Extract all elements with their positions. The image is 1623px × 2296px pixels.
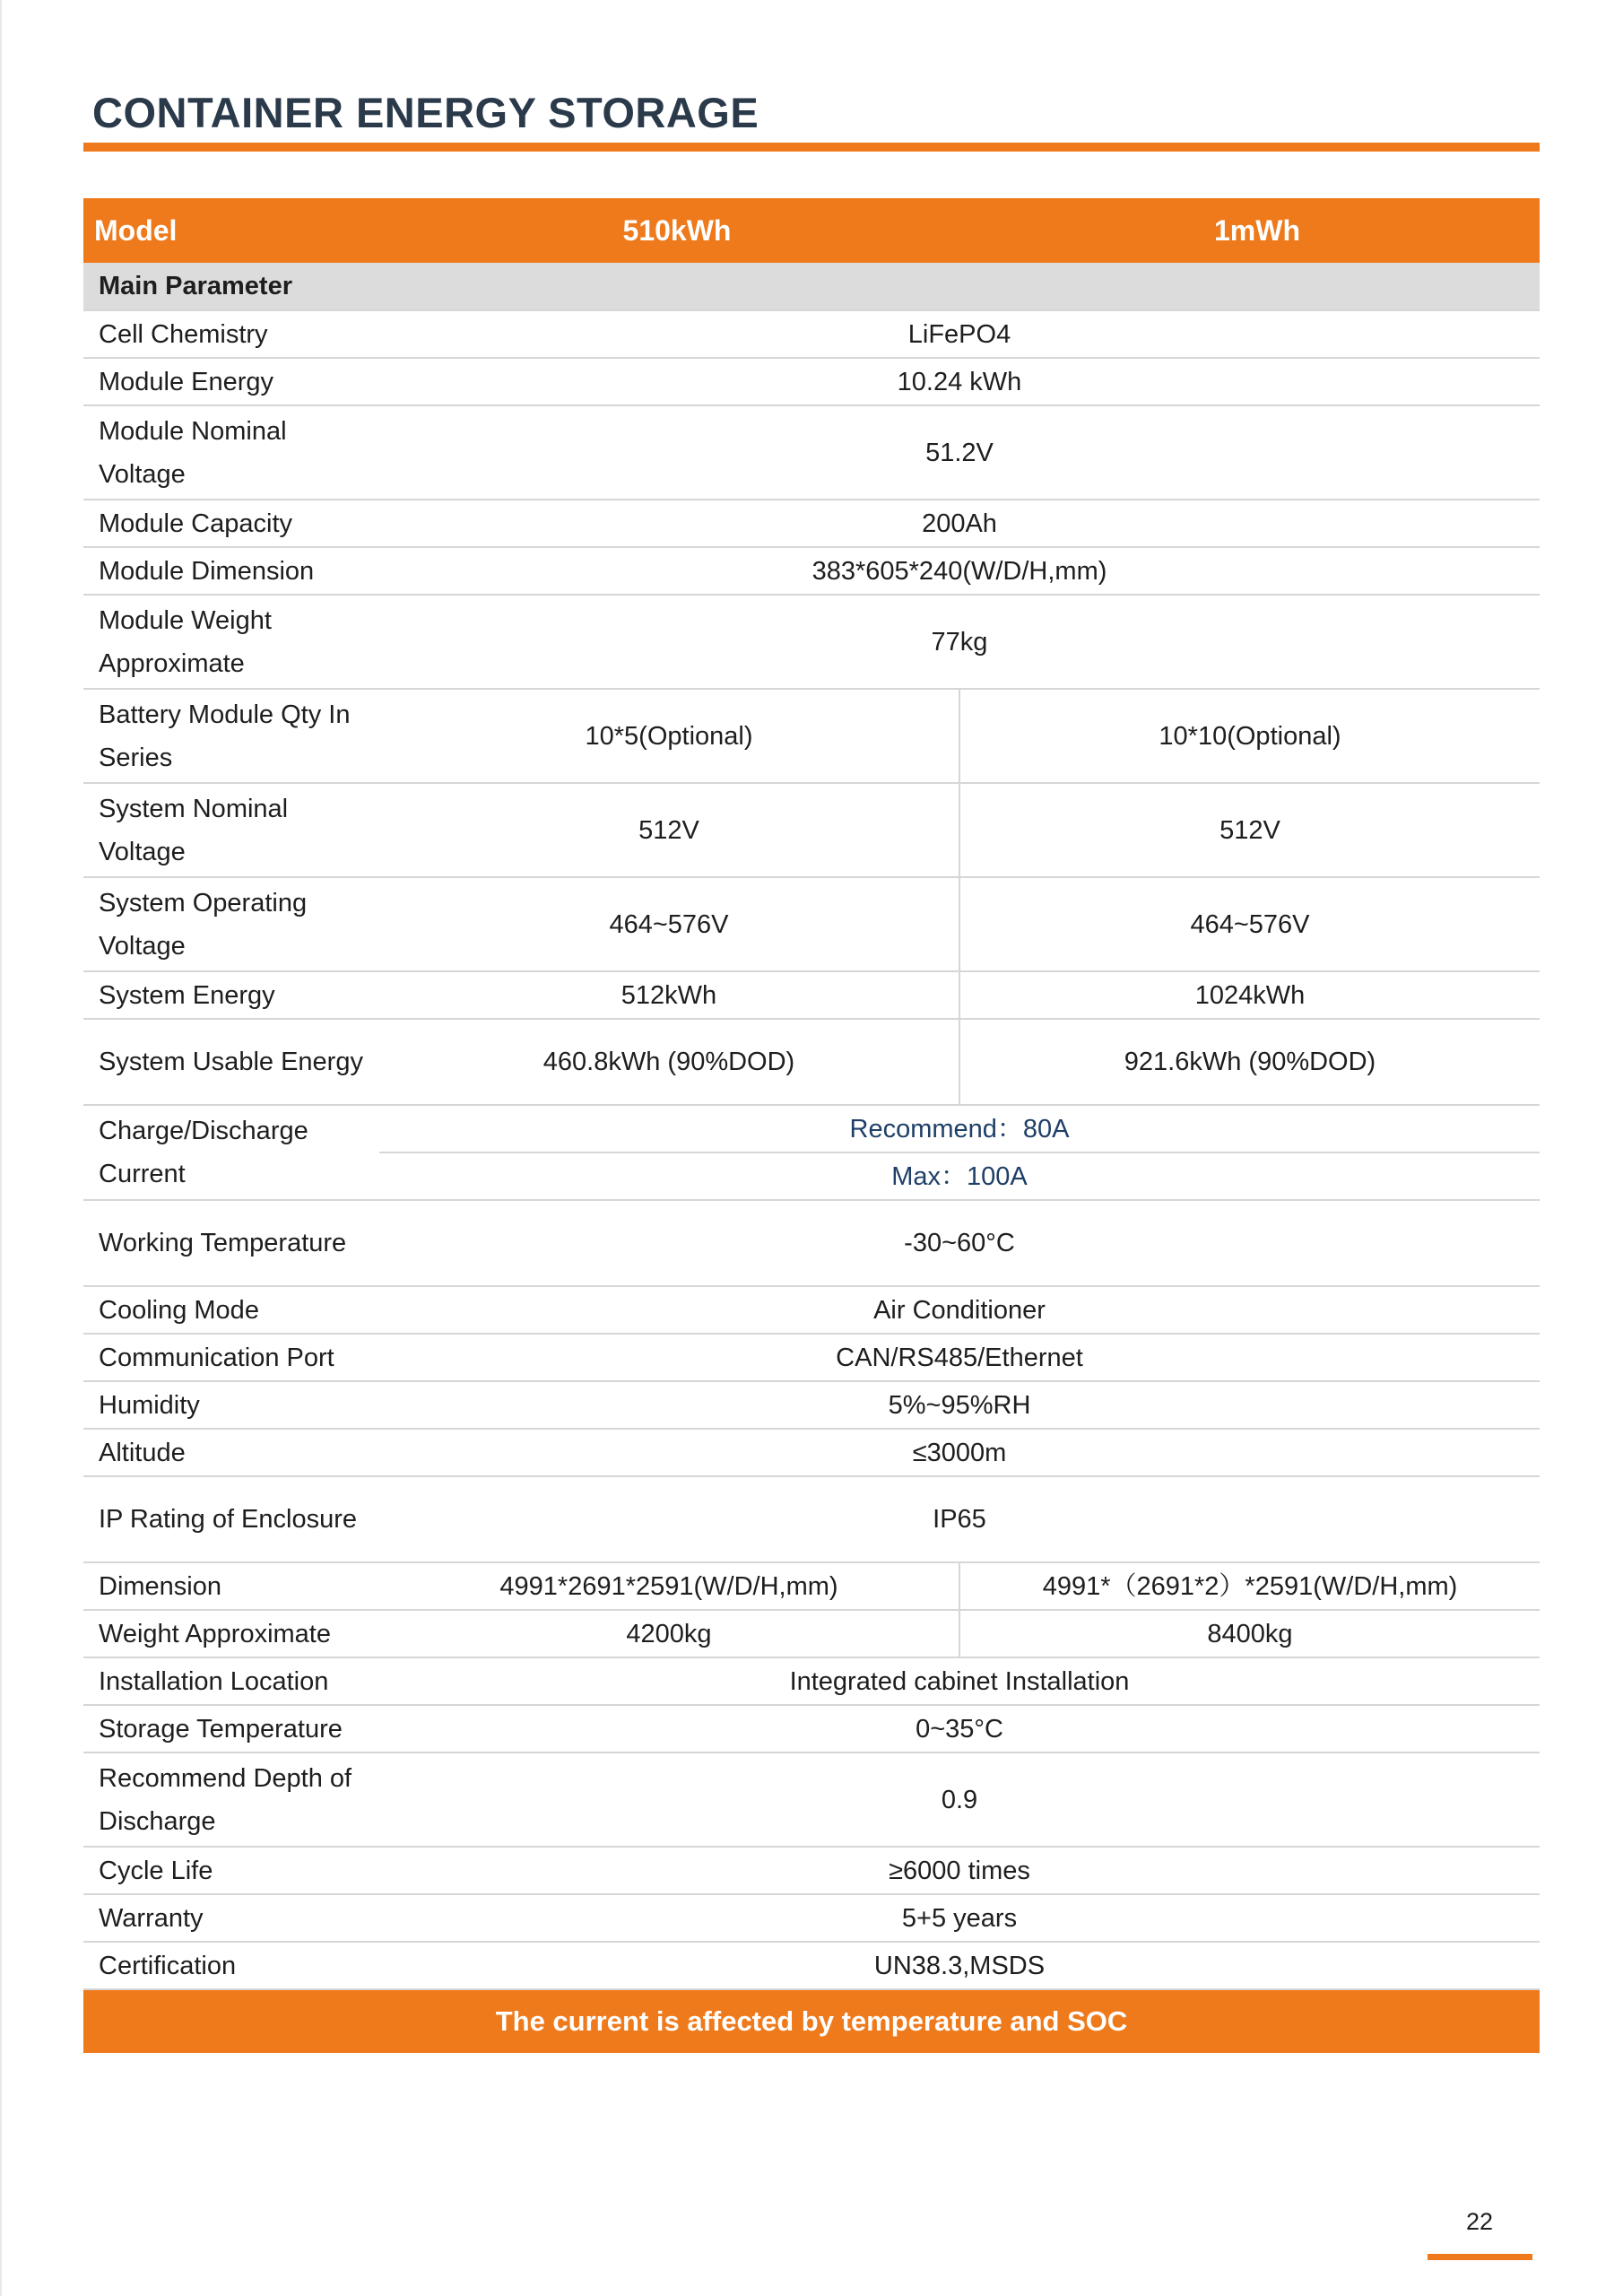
table-row <box>83 1942 1540 1989</box>
row-label: IP Rating of Enclosure <box>83 1476 379 1562</box>
table-row <box>83 1894 1540 1942</box>
row-label: Recommend Depth of Discharge <box>83 1752 379 1847</box>
row-label: Weight Approximate <box>83 1610 379 1657</box>
row-label: Dimension <box>83 1562 379 1610</box>
row-value-510kwh: 464~576V <box>379 877 959 971</box>
row-value: ≤3000m <box>379 1429 1540 1476</box>
page-number: 22 <box>1465 2208 1494 2235</box>
row-label: Module Nominal Voltage <box>83 405 379 500</box>
table-row <box>83 1847 1540 1894</box>
current-recommend-value: Recommend：80A <box>379 1105 1540 1152</box>
row-label: Installation Location <box>83 1657 379 1705</box>
row-value: 51.2V <box>379 405 1540 500</box>
row-value: UN38.3,MSDS <box>379 1942 1540 1989</box>
row-label: Certification <box>83 1942 379 1989</box>
table-row <box>83 1105 1540 1152</box>
row-label: Module Capacity <box>83 500 379 547</box>
table-row <box>83 1200 1540 1286</box>
row-value: Integrated cabinet Installation <box>379 1657 1540 1705</box>
spec-table <box>83 198 1540 2053</box>
table-row <box>83 1752 1540 1847</box>
row-label: Charge/Discharge Current <box>83 1105 379 1200</box>
title-underline <box>83 143 1540 152</box>
table-row <box>83 689 1540 783</box>
row-label: Warranty <box>83 1894 379 1942</box>
row-label: Module Weight Approximate <box>83 595 379 689</box>
table-row <box>83 1019 1540 1105</box>
row-value-510kwh: 4200kg <box>379 1610 959 1657</box>
row-label: System Nominal Voltage <box>83 783 379 877</box>
page-edge <box>0 0 2 2296</box>
row-value: LiFePO4 <box>379 310 1540 358</box>
current-max-value: Max：100A <box>379 1152 1540 1200</box>
row-value-1mwh: 512V <box>959 783 1540 877</box>
table-row <box>83 1657 1540 1705</box>
row-label: Communication Port <box>83 1334 379 1381</box>
row-value: 383*605*240(W/D/H,mm) <box>379 547 1540 595</box>
header-1mwh: 1mWh <box>959 198 1540 263</box>
row-label: System Operating Voltage <box>83 877 379 971</box>
row-label: System Usable Energy <box>83 1019 379 1105</box>
table-row <box>83 547 1540 595</box>
row-value-1mwh: 464~576V <box>959 877 1540 971</box>
row-label: Storage Temperature <box>83 1705 379 1752</box>
header-model: Model <box>83 198 379 263</box>
row-value: Air Conditioner <box>379 1286 1540 1334</box>
table-footer-row <box>83 1989 1540 2053</box>
row-label: Battery Module Qty In Series <box>83 689 379 783</box>
row-label: Module Energy <box>83 358 379 405</box>
row-value-510kwh: 10*5(Optional) <box>379 689 959 783</box>
row-value-510kwh: 512kWh <box>379 971 959 1019</box>
row-label: Cooling Mode <box>83 1286 379 1334</box>
header-510kwh: 510kWh <box>379 198 959 263</box>
footer-note: The current is affected by temperature and SOC <box>83 1989 1540 2053</box>
table-row <box>83 877 1540 971</box>
row-value: CAN/RS485/Ethernet <box>379 1334 1540 1381</box>
row-value: 10.24 kWh <box>379 358 1540 405</box>
row-value-510kwh: 512V <box>379 783 959 877</box>
row-label: System Energy <box>83 971 379 1019</box>
row-value-1mwh: 921.6kWh (90%DOD) <box>959 1019 1540 1105</box>
row-value: -30~60°C <box>379 1200 1540 1286</box>
row-value-1mwh: 4991*（2691*2）*2591(W/D/H,mm) <box>959 1562 1540 1610</box>
table-row <box>83 1610 1540 1657</box>
table-row <box>83 783 1540 877</box>
row-value-510kwh: 4991*2691*2591(W/D/H,mm) <box>379 1562 959 1610</box>
table-row <box>83 595 1540 689</box>
table-row <box>83 310 1540 358</box>
row-value: 5%~95%RH <box>379 1381 1540 1429</box>
table-row <box>83 1381 1540 1429</box>
row-value: IP65 <box>379 1476 1540 1562</box>
section-main-parameter: Main Parameter <box>83 263 1540 310</box>
row-value: 77kg <box>379 595 1540 689</box>
row-value: 5+5 years <box>379 1894 1540 1942</box>
table-row <box>83 1429 1540 1476</box>
page-number-underline <box>1428 2254 1532 2260</box>
table-row <box>83 500 1540 547</box>
table-row <box>83 971 1540 1019</box>
row-label: Cycle Life <box>83 1847 379 1894</box>
table-row <box>83 358 1540 405</box>
row-label: Working Temperature <box>83 1200 379 1286</box>
row-value: 0~35°C <box>379 1705 1540 1752</box>
table-row <box>83 1334 1540 1381</box>
row-label: Module Dimension <box>83 547 379 595</box>
row-value-1mwh: 10*10(Optional) <box>959 689 1540 783</box>
row-label: Humidity <box>83 1381 379 1429</box>
page-title: CONTAINER ENERGY STORAGE <box>92 89 759 136</box>
table-row <box>83 1562 1540 1610</box>
row-value-510kwh: 460.8kWh (90%DOD) <box>379 1019 959 1105</box>
section-row <box>83 263 1540 310</box>
row-value: ≥6000 times <box>379 1847 1540 1894</box>
table-row <box>83 1476 1540 1562</box>
row-value: 200Ah <box>379 500 1540 547</box>
table-row <box>83 405 1540 500</box>
row-value: 0.9 <box>379 1752 1540 1847</box>
table-row <box>83 1286 1540 1334</box>
row-label: Altitude <box>83 1429 379 1476</box>
row-label: Cell Chemistry <box>83 310 379 358</box>
row-value-1mwh: 8400kg <box>959 1610 1540 1657</box>
table-row <box>83 1705 1540 1752</box>
row-value-1mwh: 1024kWh <box>959 971 1540 1019</box>
table-header-row <box>83 198 1540 263</box>
